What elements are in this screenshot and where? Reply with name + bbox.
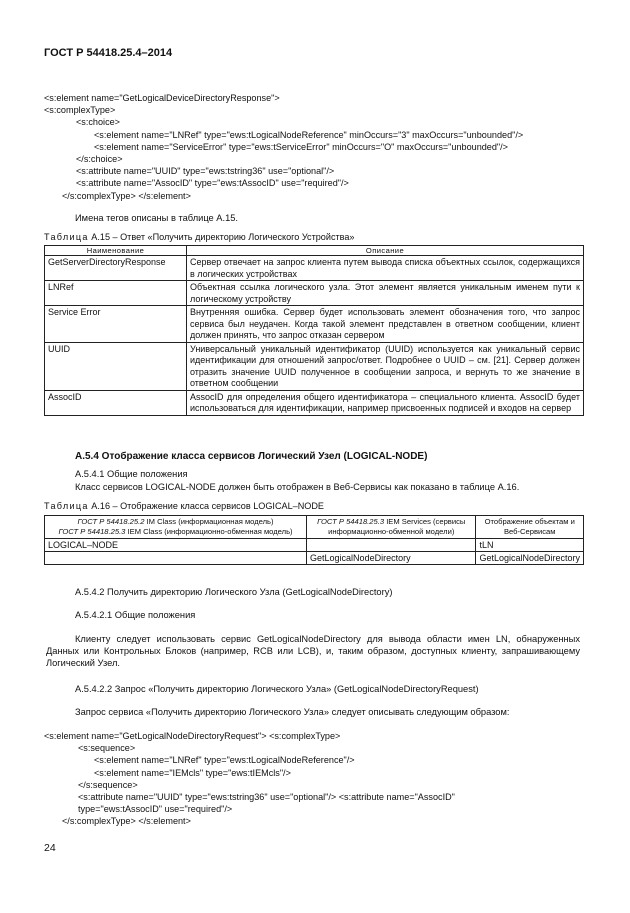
code-line: <s:element name="GetLogicalDeviceDirectoryResponse"> bbox=[44, 93, 280, 103]
caption-text: А.16 – Отображение класса сервисов LOGICAL–NODE bbox=[88, 501, 324, 511]
cell-mapping: tLN bbox=[476, 539, 584, 552]
cell-class: LOGICAL–NODE bbox=[45, 539, 307, 552]
paragraph: Запрос сервиса «Получить директорию Логического Узла» следует описывать следующим образом: bbox=[75, 707, 510, 717]
table-row bbox=[45, 306, 584, 343]
code-line: type="ews:tAssocID" use="required"/> bbox=[78, 804, 233, 815]
subsection-heading: А.5.4.1 Общие положения bbox=[75, 469, 188, 479]
table-header-row bbox=[45, 246, 584, 256]
code-line: <s:attribute name="UUID" type="ews:tstring36" use="optional"/> bbox=[76, 166, 335, 177]
code-line: <s:element name="IEMcls" type="ews:tIEMcls"/> bbox=[94, 767, 291, 778]
table-a15-caption bbox=[44, 232, 355, 242]
code-line: </s:sequence> bbox=[78, 779, 138, 790]
document-header: ГОСТ Р 54418.25.4–2014 bbox=[44, 47, 173, 59]
row-name: Service Error bbox=[45, 306, 187, 343]
code-block-response bbox=[44, 92, 523, 202]
cell-service bbox=[307, 539, 476, 552]
caption-prefix: Таблица bbox=[44, 501, 89, 511]
page-number: 24 bbox=[44, 842, 56, 854]
table-a15 bbox=[44, 245, 584, 416]
code-line: </s:choice> bbox=[76, 153, 123, 164]
section-title: А.5.4 Отображение класса сервисов Логический Узел (LOGICAL-NODE) bbox=[75, 451, 428, 462]
table-row bbox=[45, 390, 584, 415]
column-header-iem-services bbox=[307, 516, 476, 539]
row-description: Объектная ссылка логического узла. Этот элемент является уникальным именем пути к логическому устройству bbox=[187, 281, 584, 306]
paragraph: Клиенту следует использовать сервис GetLogicalNodeDirectory для вывода области имен LN, обнаруженных Данных или Контрольных Блоков (например, RCB или LCB), и, таким образом, доступных клиенту, запрашивающему Логический Узел. bbox=[46, 634, 580, 669]
row-name: UUID bbox=[45, 342, 187, 390]
code-line: <s:element name="LNRef" type="ews:tLogicalNodeReference"/> bbox=[94, 755, 355, 766]
standard-ref: ГОСТ Р 54418.25.3 bbox=[317, 517, 385, 526]
row-description: Сервер отвечает на запрос клиента путем вывода списка объектных ссылок, содержащихся в логических устройствах bbox=[187, 256, 584, 281]
subsection-heading: А.5.4.2.1 Общие положения bbox=[75, 610, 196, 620]
code-line: </s:complexType> </s:element> bbox=[62, 816, 191, 827]
code-line: <s:element name="ServiceError" type="ews:tServiceError" minOccurs="O" maxOccurs="unbounded"/> bbox=[94, 141, 508, 152]
table-row bbox=[45, 281, 584, 306]
table-row bbox=[45, 342, 584, 390]
column-header-im-class bbox=[45, 516, 307, 539]
cell-mapping: GetLogicalNodeDirectory bbox=[476, 552, 584, 565]
column-header-description: Описание bbox=[187, 246, 584, 256]
row-description: Внутренняя ошибка. Сервер будет использовать элемент обозначения того, что запрос сервиса был неудачен. Когда такой элемент представлен в ответном сообщении, клиент должен принять, что запрос отказан сервером bbox=[187, 306, 584, 343]
cell-class bbox=[45, 552, 307, 565]
subsection-heading: А.5.4.2.2 Запрос «Получить директорию Логического Узла» (GetLogicalNodeDirectoryRequest) bbox=[75, 684, 479, 694]
cell-service: GetLogicalNodeDirectory bbox=[307, 552, 476, 565]
row-name: LNRef bbox=[45, 281, 187, 306]
table-row bbox=[45, 539, 584, 552]
tags-note: Имена тегов описаны в таблице А.15. bbox=[75, 213, 239, 223]
caption-prefix: Таблица bbox=[44, 232, 89, 242]
table-header-row bbox=[45, 516, 584, 539]
code-line: <s:sequence> bbox=[78, 743, 136, 754]
caption-text: А.15 – Ответ «Получить директорию Логического Устройства» bbox=[88, 232, 355, 242]
subsection-text: Класс сервисов LOGICAL-NODE должен быть отображен в Веб-Сервисы как показано в таблице А.16. bbox=[75, 482, 520, 492]
table-row bbox=[45, 552, 584, 565]
code-line: <s:attribute name="UUID" type="ews:tstring36" use="optional"/> <s:attribute name="AssocID" bbox=[78, 791, 455, 802]
standard-ref: ГОСТ Р 54418.25.3 bbox=[58, 527, 126, 536]
code-line: <s:attribute name="AssocID" type="ews:tAssocID" use="required"/> bbox=[76, 178, 349, 189]
code-block-request bbox=[44, 730, 455, 828]
row-description: Универсальный уникальный идентификатор (UUID) используется как уникальный сервис идентификации для отношений запрос/ответ. Подробнее о UUID – см. [21]. Сервер должен отразить значение UUID полученное в сообщении запроса, и вернуть то же значение в ответном сообщении bbox=[187, 342, 584, 390]
row-description: AssocID для определения общего идентификатора – специального клиента. AssocID будет использоваться для идентификации, например присвоенных подписей и входов на сервер bbox=[187, 390, 584, 415]
table-row bbox=[45, 256, 584, 281]
subsection-heading: А.5.4.2 Получить директорию Логического Узла (GetLogicalNodeDirectory) bbox=[75, 587, 393, 597]
code-line: </s:complexType> </s:element> bbox=[62, 190, 191, 201]
row-name: AssocID bbox=[45, 390, 187, 415]
header-text: IM Class (информационная модель) bbox=[144, 517, 274, 526]
row-name: GetServerDirectoryResponse bbox=[45, 256, 187, 281]
header-text: IEM Class (информационно-обменная модель) bbox=[125, 527, 293, 536]
code-line: <s:complexType> bbox=[44, 105, 116, 116]
code-line: <s:element name="LNRef" type="ews:tLogicalNodeReference" minOccurs="3" maxOccurs="unbounded"/> bbox=[94, 129, 524, 140]
column-header-mapping: Отображение объектам и Веб-Сервисам bbox=[476, 516, 584, 539]
code-line: <s:element name="GetLogicalNodeDirectoryRequest"> <s:complexType> bbox=[44, 731, 341, 741]
table-a16-caption bbox=[44, 501, 324, 511]
table-a16 bbox=[44, 515, 584, 565]
column-header-name: Наименование bbox=[45, 246, 187, 256]
code-line: <s:choice> bbox=[76, 117, 120, 128]
standard-ref: ГОСТ Р 54418.25.2 bbox=[77, 517, 145, 526]
header-text: IEM Services (сервисы информационно-обменной модели) bbox=[328, 517, 466, 536]
